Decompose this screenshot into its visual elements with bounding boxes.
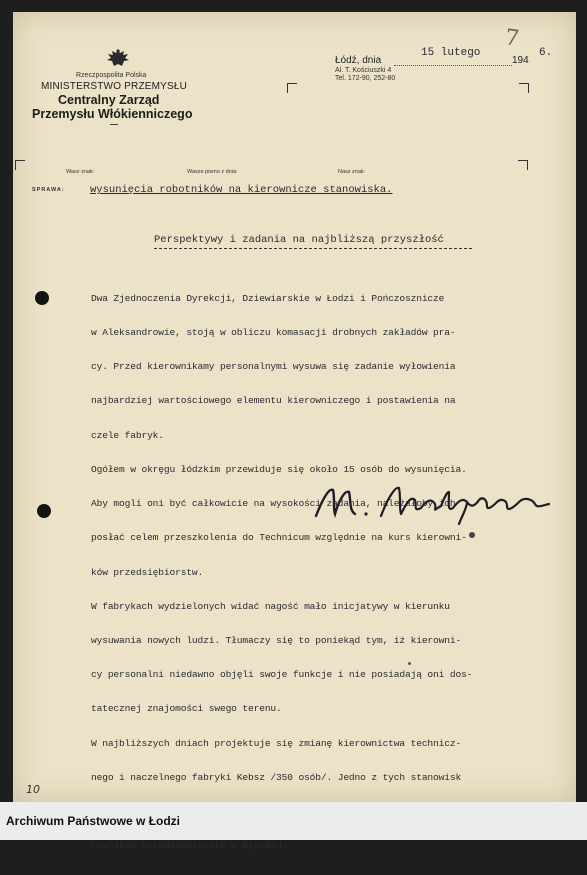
phone-line: Tel. 172-90, 252-80 — [335, 75, 396, 82]
eagle-emblem-icon — [105, 48, 131, 73]
body-line: W fabrykach wydzielonych widać nagość mało inicjatywy w kierunku — [91, 600, 450, 612]
archive-footer — [0, 802, 587, 840]
letterhead-office-line2: Przemysłu Włókienniczego — [32, 107, 193, 121]
punch-hole — [35, 291, 49, 305]
body-line: nego i naczelnego fabryki Kebsz /350 osób/. Jedno z tych stanowisk — [91, 771, 462, 783]
body-line: cy personalni niedawno objęli swoje funkcje i nie posiadają oni dos- — [91, 669, 473, 681]
body-line: w Aleksandrowie, stoją w obliczu komasacji drobnych zakładów pra- — [91, 327, 456, 339]
page-number: 10 — [26, 783, 40, 796]
paper-speck — [408, 662, 411, 665]
date-year-prefix: 194 — [512, 55, 529, 66]
handwritten-mark: 7 — [503, 25, 521, 52]
body-text — [91, 270, 472, 875]
body-line: cy. Przed kierownikamy personalnymi wysuwa się zadanie wyłowienia — [91, 361, 456, 373]
document-heading: Perspektywy i zadania na najbliższą przyszłość — [154, 234, 444, 246]
body-line: wysuwania nowych ludzi. Tłumaczy się to poniekąd tym, iż kierowni- — [91, 635, 462, 646]
heading-underline — [154, 248, 472, 249]
body-line: Ogółem w okręgu łódzkim przewiduje się około 15 osób do wysunięcia. — [91, 463, 467, 475]
date-line — [394, 65, 512, 66]
body-line: czele fabryk. — [91, 429, 164, 441]
ref-corner-mark — [15, 160, 25, 170]
body-line: najbardziej wartościowego elementu kierowniczego i postawienia na — [91, 395, 456, 407]
archive-footer-label: Archiwum Państwowe w Łodzi — [6, 814, 181, 828]
your-ref-label: Wasz znak: — [66, 169, 95, 175]
letterhead-ministry: MINISTERSTWO PRZEMYSŁU — [41, 81, 188, 92]
our-ref-label: Nasz znak: — [338, 169, 366, 175]
body-line: ków przedsiębiorstw. — [91, 566, 204, 578]
address-line: Al. T. Kościuszki 4 — [335, 67, 392, 74]
your-letter-label: Wasze pismo z dnia: — [187, 169, 238, 175]
letterhead-dash — [110, 124, 118, 125]
subject-text: wysunięcia robotników na kierownicze stanowiska. — [90, 184, 393, 196]
place-label: Łódź, dnia — [335, 55, 382, 66]
ref-corner-mark — [518, 160, 528, 170]
handwritten-signature — [311, 478, 561, 533]
body-line: Aby mogli oni być całkowicie na wysokości zadania, należałoby ich — [91, 498, 456, 510]
address-corner-mark — [519, 83, 529, 93]
body-line: W najbliższych dniach projektuje się zmianę kierownictwa technicz- — [91, 737, 462, 749]
subject-label: SPRAWA: — [32, 187, 65, 193]
paper-speck — [469, 532, 475, 538]
date-day-month: 15 lutego — [421, 47, 481, 59]
letterhead-office-line1: Centralny Zarząd — [58, 93, 160, 107]
address-corner-mark — [287, 83, 297, 93]
letterhead-country: Rzeczpospolita Polska — [76, 72, 147, 79]
body-line: tatecznej znajomości swego terenu. — [91, 703, 282, 715]
body-line: Dwa Zjednoczenia Dyrekcji, Dziewiarskie w Łodzi i Pończosznicze — [91, 292, 445, 304]
date-year-digit: 6. — [539, 47, 553, 59]
punch-hole — [37, 504, 51, 518]
body-line: rowników przedsiębiorstw w Bytomiu. — [91, 840, 288, 852]
body-line: posłać celem przeszkolenia do Technicum względnie na kurs kierowni- — [91, 532, 467, 544]
